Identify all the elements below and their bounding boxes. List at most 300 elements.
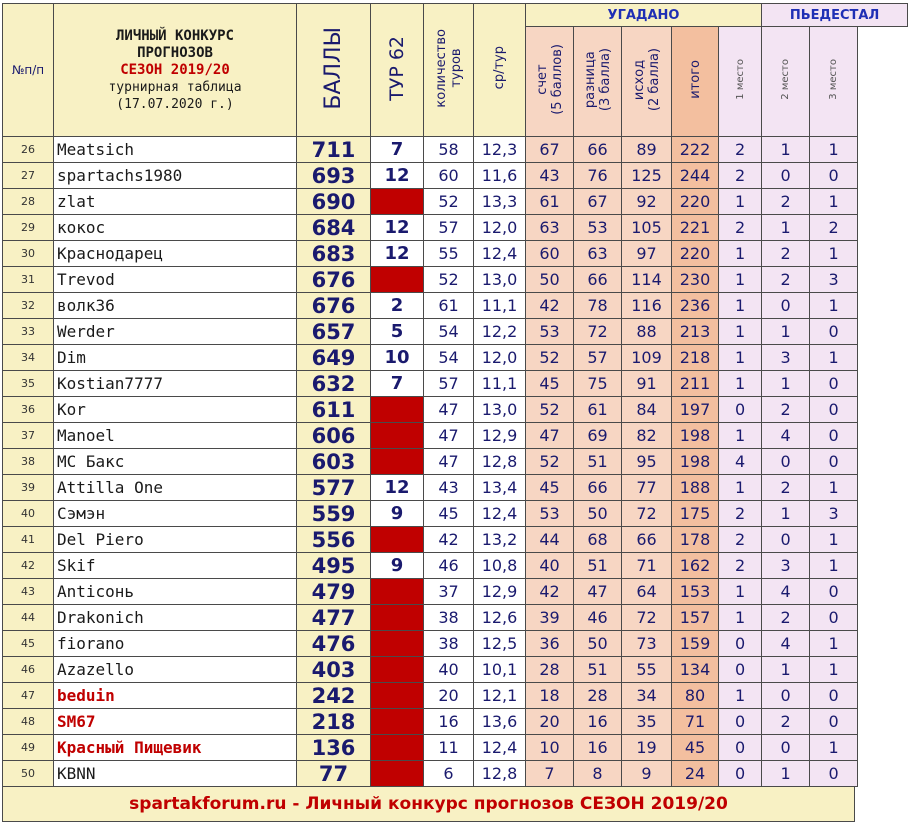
score-guessed: 47 — [526, 423, 574, 449]
standings-table — [2, 3, 908, 787]
avg-label: ср/тур — [492, 46, 507, 90]
avg-per-tour: 12,6 — [474, 605, 526, 631]
table-row — [3, 267, 908, 293]
place3-label: 3 место — [828, 59, 840, 100]
tour-score — [371, 579, 424, 605]
outcome-guessed: 95 — [622, 449, 672, 475]
diff-guessed: 75 — [574, 371, 622, 397]
avg-per-tour: 11,6 — [474, 163, 526, 189]
table-row — [3, 735, 908, 761]
score-guessed: 52 — [526, 449, 574, 475]
row-number: 32 — [3, 293, 54, 319]
diff-guessed: 57 — [574, 345, 622, 371]
tours-count: 37 — [424, 579, 474, 605]
table-row — [3, 293, 908, 319]
tour-score — [371, 709, 424, 735]
participant-name: beduin — [54, 683, 297, 709]
diff-guessed: 16 — [574, 735, 622, 761]
place2-count: 3 — [762, 345, 810, 371]
diff-guessed: 78 — [574, 293, 622, 319]
tours-count: 38 — [424, 631, 474, 657]
header-diff — [574, 27, 622, 137]
table-row — [3, 319, 908, 345]
score-guessed: 60 — [526, 241, 574, 267]
points-value: 649 — [297, 345, 371, 371]
place3-count: 1 — [810, 137, 858, 163]
tours-count: 46 — [424, 553, 474, 579]
row-number: 50 — [3, 761, 54, 787]
place3-count: 0 — [810, 423, 858, 449]
tour-score: 12 — [371, 215, 424, 241]
total-guessed: 222 — [672, 137, 719, 163]
place1-count: 1 — [719, 189, 762, 215]
score-guessed: 50 — [526, 267, 574, 293]
place3-count: 0 — [810, 319, 858, 345]
header-guessed-group: УГАДАНО — [526, 4, 762, 27]
place2-count: 1 — [762, 319, 810, 345]
participant-name: кокос — [54, 215, 297, 241]
participant-name: Dim — [54, 345, 297, 371]
outcome-guessed: 92 — [622, 189, 672, 215]
diff-guessed: 67 — [574, 189, 622, 215]
place1-count: 2 — [719, 163, 762, 189]
points-value: 495 — [297, 553, 371, 579]
score-guessed: 52 — [526, 397, 574, 423]
tour-score: 9 — [371, 501, 424, 527]
place2-count: 0 — [762, 449, 810, 475]
avg-per-tour: 10,8 — [474, 553, 526, 579]
place2-count: 1 — [762, 371, 810, 397]
tour-score — [371, 605, 424, 631]
diff-guessed: 69 — [574, 423, 622, 449]
avg-per-tour: 12,0 — [474, 345, 526, 371]
tours-count-line2: туров — [448, 48, 464, 88]
avg-per-tour: 13,6 — [474, 709, 526, 735]
participant-name: Anticoнь — [54, 579, 297, 605]
outcome-guessed: 105 — [622, 215, 672, 241]
participant-name: spartachs1980 — [54, 163, 297, 189]
table-row — [3, 657, 908, 683]
tours-count: 45 — [424, 501, 474, 527]
participant-name: Azazello — [54, 657, 297, 683]
place1-count: 2 — [719, 137, 762, 163]
table-row — [3, 189, 908, 215]
tours-count: 16 — [424, 709, 474, 735]
row-number: 39 — [3, 475, 54, 501]
score-guessed: 28 — [526, 657, 574, 683]
avg-per-tour: 12,2 — [474, 319, 526, 345]
table-row — [3, 371, 908, 397]
diff-guessed: 8 — [574, 761, 622, 787]
place2-count: 0 — [762, 527, 810, 553]
tours-count-line1: количество — [433, 28, 449, 108]
header-num: №п/п — [3, 4, 54, 137]
score-guessed: 10 — [526, 735, 574, 761]
diff-guessed: 66 — [574, 475, 622, 501]
points-value: 632 — [297, 371, 371, 397]
place2-count: 4 — [762, 423, 810, 449]
outcome-guessed: 73 — [622, 631, 672, 657]
place3-count: 1 — [810, 527, 858, 553]
table-row — [3, 761, 908, 787]
place2-count: 1 — [762, 215, 810, 241]
diff-guessed: 61 — [574, 397, 622, 423]
place3-count: 0 — [810, 709, 858, 735]
total-guessed: 221 — [672, 215, 719, 241]
diff-guessed: 50 — [574, 501, 622, 527]
tour-score: 10 — [371, 345, 424, 371]
place2-count: 1 — [762, 501, 810, 527]
place1-count: 1 — [719, 293, 762, 319]
tours-count: 52 — [424, 189, 474, 215]
row-number: 47 — [3, 683, 54, 709]
score-guessed: 20 — [526, 709, 574, 735]
score-guessed: 44 — [526, 527, 574, 553]
tour-score: 2 — [371, 293, 424, 319]
row-number: 29 — [3, 215, 54, 241]
place2-count: 4 — [762, 631, 810, 657]
participant-name: Del Piero — [54, 527, 297, 553]
outcome-label — [632, 48, 662, 111]
tours-count: 52 — [424, 267, 474, 293]
score-guessed: 67 — [526, 137, 574, 163]
diff-line1: разница — [582, 51, 598, 108]
tours-count: 47 — [424, 449, 474, 475]
points-value: 676 — [297, 267, 371, 293]
participant-name: fiorano — [54, 631, 297, 657]
points-value: 136 — [297, 735, 371, 761]
points-value: 477 — [297, 605, 371, 631]
place1-count: 2 — [719, 215, 762, 241]
place3-count: 0 — [810, 579, 858, 605]
table-header — [3, 4, 908, 137]
outcome-guessed: 88 — [622, 319, 672, 345]
participant-name: SM67 — [54, 709, 297, 735]
participant-name: zlat — [54, 189, 297, 215]
table-row — [3, 527, 908, 553]
place3-count: 1 — [810, 241, 858, 267]
place1-count: 1 — [719, 683, 762, 709]
tours-count: 60 — [424, 163, 474, 189]
row-number: 26 — [3, 137, 54, 163]
table-row — [3, 501, 908, 527]
table-row — [3, 709, 908, 735]
place3-count: 0 — [810, 397, 858, 423]
participant-name: Краснодарец — [54, 241, 297, 267]
avg-per-tour: 12,4 — [474, 241, 526, 267]
avg-per-tour: 12,3 — [474, 137, 526, 163]
total-guessed: 188 — [672, 475, 719, 501]
tours-count: 54 — [424, 319, 474, 345]
header-total — [672, 27, 719, 137]
diff-label — [583, 48, 613, 111]
points-value: 606 — [297, 423, 371, 449]
row-number: 35 — [3, 371, 54, 397]
avg-per-tour: 12,8 — [474, 449, 526, 475]
tours-count: 57 — [424, 371, 474, 397]
score-guessed: 53 — [526, 319, 574, 345]
total-guessed: 211 — [672, 371, 719, 397]
header-title — [54, 4, 297, 137]
score-guessed: 45 — [526, 371, 574, 397]
table-row — [3, 579, 908, 605]
total-guessed: 197 — [672, 397, 719, 423]
avg-per-tour: 12,9 — [474, 579, 526, 605]
tour-score — [371, 761, 424, 787]
tours-count-label — [434, 29, 464, 108]
total-guessed: 198 — [672, 449, 719, 475]
score-guessed: 61 — [526, 189, 574, 215]
outcome-guessed: 34 — [622, 683, 672, 709]
outcome-guessed: 9 — [622, 761, 672, 787]
tour-score — [371, 189, 424, 215]
score-guessed: 45 — [526, 475, 574, 501]
participant-name: Meatsich — [54, 137, 297, 163]
tours-count: 55 — [424, 241, 474, 267]
outcome-guessed: 72 — [622, 605, 672, 631]
table-row — [3, 475, 908, 501]
tours-count: 40 — [424, 657, 474, 683]
outcome-guessed: 71 — [622, 553, 672, 579]
score-guessed: 53 — [526, 501, 574, 527]
avg-per-tour: 13,3 — [474, 189, 526, 215]
tour-score: 7 — [371, 137, 424, 163]
table-row — [3, 423, 908, 449]
diff-guessed: 51 — [574, 657, 622, 683]
place2-count: 0 — [762, 293, 810, 319]
table-row — [3, 605, 908, 631]
points-value: 559 — [297, 501, 371, 527]
avg-per-tour: 13,0 — [474, 267, 526, 293]
table-body — [3, 137, 908, 787]
place1-count: 1 — [719, 345, 762, 371]
avg-per-tour: 12,8 — [474, 761, 526, 787]
diff-guessed: 72 — [574, 319, 622, 345]
table-row — [3, 241, 908, 267]
total-guessed: 71 — [672, 709, 719, 735]
place3-count: 1 — [810, 735, 858, 761]
place2-count: 1 — [762, 657, 810, 683]
total-guessed: 244 — [672, 163, 719, 189]
place3-count: 1 — [810, 345, 858, 371]
avg-per-tour: 13,4 — [474, 475, 526, 501]
participant-name: KBNN — [54, 761, 297, 787]
score-label — [535, 44, 565, 115]
place3-count: 1 — [810, 631, 858, 657]
place3-count: 1 — [810, 293, 858, 319]
points-value: 77 — [297, 761, 371, 787]
place2-count: 2 — [762, 267, 810, 293]
total-guessed: 159 — [672, 631, 719, 657]
place1-count: 1 — [719, 241, 762, 267]
tour-score: 12 — [371, 475, 424, 501]
tours-count: 38 — [424, 605, 474, 631]
place2-count: 2 — [762, 189, 810, 215]
place1-label: 1 место — [734, 59, 746, 100]
diff-guessed: 63 — [574, 241, 622, 267]
diff-guessed: 66 — [574, 137, 622, 163]
total-guessed: 134 — [672, 657, 719, 683]
avg-per-tour: 11,1 — [474, 371, 526, 397]
header-avg — [474, 4, 526, 137]
place1-count: 2 — [719, 527, 762, 553]
header-place1 — [719, 27, 762, 137]
outcome-line1: исход — [631, 59, 647, 100]
diff-guessed: 66 — [574, 267, 622, 293]
tour-score — [371, 449, 424, 475]
table-row — [3, 683, 908, 709]
tours-count: 6 — [424, 761, 474, 787]
row-number: 37 — [3, 423, 54, 449]
date-label: (17.07.2020 г.) — [116, 96, 234, 112]
score-line2: (5 баллов) — [549, 44, 565, 115]
place3-count: 1 — [810, 475, 858, 501]
place1-count: 0 — [719, 631, 762, 657]
tours-count: 58 — [424, 137, 474, 163]
place1-count: 0 — [719, 761, 762, 787]
place2-count: 2 — [762, 397, 810, 423]
score-guessed: 7 — [526, 761, 574, 787]
avg-per-tour: 12,0 — [474, 215, 526, 241]
tour-score — [371, 527, 424, 553]
season-label: СЕЗОН 2019/20 — [120, 61, 230, 78]
outcome-guessed: 66 — [622, 527, 672, 553]
outcome-guessed: 89 — [622, 137, 672, 163]
table-row — [3, 345, 908, 371]
tour-score — [371, 735, 424, 761]
score-guessed: 40 — [526, 553, 574, 579]
points-value: 603 — [297, 449, 371, 475]
participant-name: волк36 — [54, 293, 297, 319]
place2-count: 4 — [762, 579, 810, 605]
tour-score: 9 — [371, 553, 424, 579]
place2-count: 0 — [762, 683, 810, 709]
participant-name: Werder — [54, 319, 297, 345]
row-number: 41 — [3, 527, 54, 553]
points-value: 676 — [297, 293, 371, 319]
header-points — [297, 4, 371, 137]
place1-count: 0 — [719, 657, 762, 683]
place2-count: 2 — [762, 605, 810, 631]
diff-guessed: 76 — [574, 163, 622, 189]
outcome-guessed: 109 — [622, 345, 672, 371]
row-number: 33 — [3, 319, 54, 345]
participant-name: Trevod — [54, 267, 297, 293]
score-guessed: 52 — [526, 345, 574, 371]
place1-count: 2 — [719, 501, 762, 527]
diff-guessed: 28 — [574, 683, 622, 709]
total-guessed: 45 — [672, 735, 719, 761]
participant-name: Manoel — [54, 423, 297, 449]
outcome-guessed: 116 — [622, 293, 672, 319]
avg-per-tour: 12,4 — [474, 501, 526, 527]
tour-score — [371, 631, 424, 657]
table-row — [3, 163, 908, 189]
table-row — [3, 631, 908, 657]
place1-count: 4 — [719, 449, 762, 475]
subtitle-label: турнирная таблица — [108, 79, 242, 95]
total-guessed: 220 — [672, 189, 719, 215]
outcome-guessed: 82 — [622, 423, 672, 449]
row-number: 34 — [3, 345, 54, 371]
table-row — [3, 137, 908, 163]
avg-per-tour: 12,5 — [474, 631, 526, 657]
score-guessed: 36 — [526, 631, 574, 657]
avg-per-tour: 11,1 — [474, 293, 526, 319]
place1-count: 1 — [719, 605, 762, 631]
diff-line2: (3 балла) — [597, 47, 613, 112]
standings-sheet — [2, 3, 880, 823]
place1-count: 1 — [719, 579, 762, 605]
place2-count: 2 — [762, 241, 810, 267]
total-guessed: 153 — [672, 579, 719, 605]
diff-guessed: 51 — [574, 553, 622, 579]
table-row — [3, 449, 908, 475]
diff-guessed: 68 — [574, 527, 622, 553]
row-number: 43 — [3, 579, 54, 605]
total-guessed: 80 — [672, 683, 719, 709]
place2-count: 0 — [762, 163, 810, 189]
outcome-guessed: 125 — [622, 163, 672, 189]
title-line2: ПРОГНОЗОВ — [137, 44, 213, 61]
tour-score — [371, 423, 424, 449]
footer-banner: spartakforum.ru - Личный конкурс прогнозов СЕЗОН 2019/20 — [2, 787, 855, 822]
place3-count: 2 — [810, 215, 858, 241]
tour-score: 12 — [371, 163, 424, 189]
score-guessed: 18 — [526, 683, 574, 709]
points-value: 577 — [297, 475, 371, 501]
points-value: 684 — [297, 215, 371, 241]
participant-name: Kostian7777 — [54, 371, 297, 397]
place3-count: 0 — [810, 605, 858, 631]
tour-score — [371, 683, 424, 709]
row-number: 27 — [3, 163, 54, 189]
outcome-guessed: 55 — [622, 657, 672, 683]
total-guessed: 175 — [672, 501, 719, 527]
diff-guessed: 16 — [574, 709, 622, 735]
points-value: 611 — [297, 397, 371, 423]
total-guessed: 218 — [672, 345, 719, 371]
place1-count: 1 — [719, 267, 762, 293]
place2-count: 1 — [762, 137, 810, 163]
row-number: 40 — [3, 501, 54, 527]
header-place2 — [762, 27, 810, 137]
diff-guessed: 51 — [574, 449, 622, 475]
row-number: 45 — [3, 631, 54, 657]
place1-count: 0 — [719, 709, 762, 735]
place1-count: 0 — [719, 397, 762, 423]
header-tour — [371, 4, 424, 137]
score-guessed: 42 — [526, 579, 574, 605]
tour-score — [371, 397, 424, 423]
place3-count: 1 — [810, 553, 858, 579]
tour-score: 12 — [371, 241, 424, 267]
avg-per-tour: 13,0 — [474, 397, 526, 423]
points-value: 556 — [297, 527, 371, 553]
points-value: 476 — [297, 631, 371, 657]
place1-count: 2 — [719, 553, 762, 579]
place3-count: 3 — [810, 267, 858, 293]
tours-count: 54 — [424, 345, 474, 371]
points-value: 693 — [297, 163, 371, 189]
row-number: 31 — [3, 267, 54, 293]
score-guessed: 42 — [526, 293, 574, 319]
points-value: 218 — [297, 709, 371, 735]
row-number: 38 — [3, 449, 54, 475]
points-value: 690 — [297, 189, 371, 215]
participant-name: MC Бакс — [54, 449, 297, 475]
place3-count: 0 — [810, 163, 858, 189]
